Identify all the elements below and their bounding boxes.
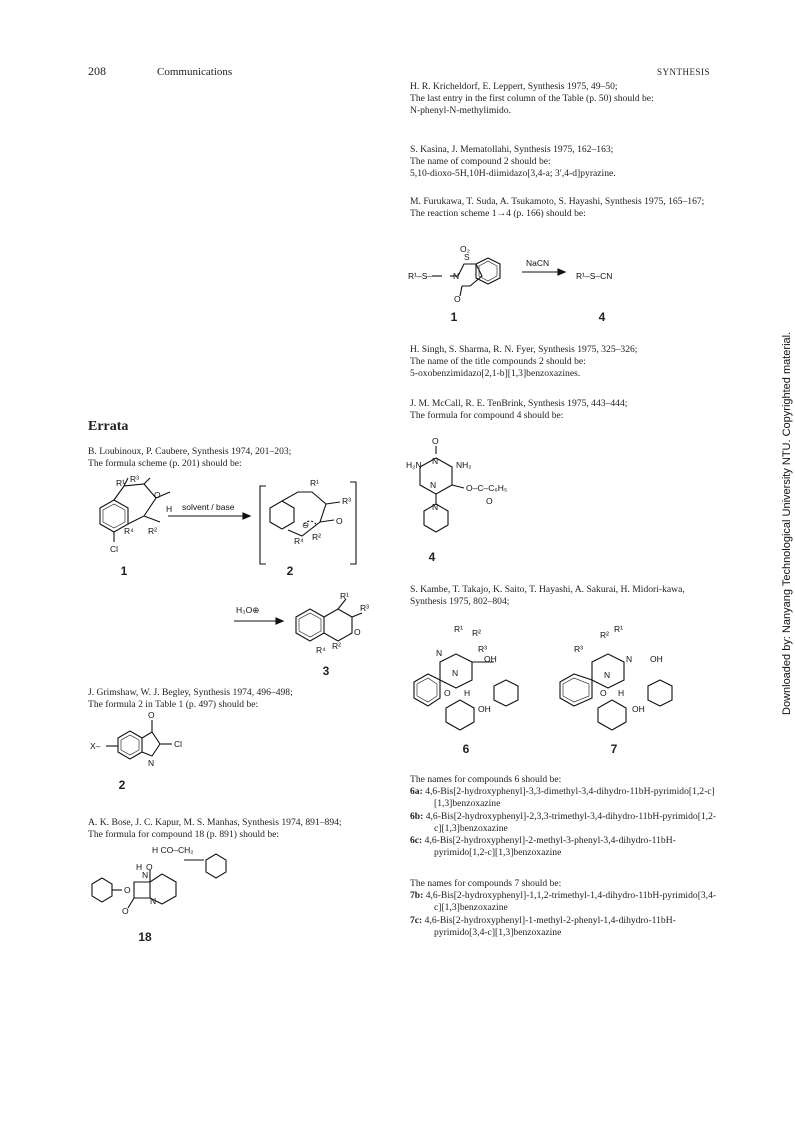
mccall-compound-4 bbox=[408, 436, 608, 548]
erratum-note: The formula scheme (p. 201) should be: bbox=[88, 458, 242, 470]
svg-text:N: N bbox=[436, 648, 443, 658]
svg-text:OH: OH bbox=[484, 654, 497, 664]
svg-text:H: H bbox=[166, 504, 173, 514]
compound-key: 6b: bbox=[410, 810, 424, 822]
kambe-compounds-6-7 bbox=[408, 616, 708, 734]
citation: J. Grimshaw, W. J. Begley, Synthesis 1974, 496–498; bbox=[88, 687, 293, 698]
citation: S. Kambe, T. Takajo, K. Saito, T. Hayashi, A. Sakurai, H. Midori-kawa, Synthesis 1975, 802–804; bbox=[410, 584, 685, 608]
svg-text:N: N bbox=[432, 456, 439, 466]
svg-text:R¹: R¹ bbox=[310, 478, 319, 488]
citation: H. R. Kricheldorf, E. Leppert, Synthesis 1975, 49–50; bbox=[410, 81, 618, 92]
citation: M. Furukawa, T. Suda, A. Tsukamoto, S. Hayashi, Synthesis 1975, 165–167; bbox=[410, 196, 705, 207]
erratum-kambe bbox=[410, 584, 710, 608]
svg-text:R²: R² bbox=[600, 630, 609, 640]
erratum-bose bbox=[88, 817, 388, 841]
svg-text:R³: R³ bbox=[574, 644, 583, 654]
svg-text:OH: OH bbox=[478, 704, 491, 714]
names-intro: The names for compounds 7 should be: bbox=[410, 878, 562, 889]
furukawa-scheme bbox=[408, 242, 698, 302]
citation: S. Kasina, J. Mematollahi, Synthesis 1975, 162–163; bbox=[410, 144, 614, 155]
svg-text:O: O bbox=[454, 294, 461, 304]
compound-label: 1 bbox=[450, 310, 458, 324]
amine-group: NH₂ bbox=[456, 460, 472, 470]
erratum-kasina bbox=[410, 144, 710, 181]
erratum-mccall bbox=[410, 398, 710, 422]
erratum-note: The reaction scheme 1→4 (p. 166) should be: bbox=[410, 208, 586, 220]
svg-text:O: O bbox=[124, 885, 131, 895]
svg-text:R⁴: R⁴ bbox=[294, 536, 304, 546]
erratum-note: The name of compound 2 should be: bbox=[410, 156, 551, 168]
svg-text:H: H bbox=[136, 862, 143, 872]
names-6-section bbox=[410, 774, 720, 859]
erratum-loubinoux bbox=[88, 446, 378, 470]
svg-text:R³: R³ bbox=[130, 474, 139, 484]
correction-text: 5-oxobenzimidazo[2,1-b][1,3]benzoxazines. bbox=[410, 368, 581, 380]
svg-text:H: H bbox=[464, 688, 471, 698]
scheme-condition: solvent / base bbox=[182, 502, 235, 512]
svg-text:Cl: Cl bbox=[110, 544, 119, 554]
svg-text:N: N bbox=[148, 758, 155, 768]
svg-text:R¹: R¹ bbox=[614, 624, 623, 634]
compound-name: 4,6-Bis[2-hydroxyphenyl]-2,3,3-trimethyl-3,4-dihydro-11bH-pyrimido[1,2-c][1,3]benzoxazine bbox=[425, 810, 717, 834]
svg-text:O: O bbox=[122, 906, 129, 916]
svg-text:O: O bbox=[148, 710, 155, 720]
svg-text:O₂: O₂ bbox=[460, 244, 470, 254]
svg-text:OH: OH bbox=[632, 704, 645, 714]
svg-text:N: N bbox=[626, 654, 633, 664]
scheme-reagent: NaCN bbox=[526, 258, 550, 268]
acyl-group: H CO–CH₂ bbox=[152, 845, 194, 855]
compound-key: 6a: bbox=[410, 786, 423, 798]
compound-label: 2 bbox=[286, 564, 294, 578]
compound-name: 4,6-Bis[2-hydroxyphenyl]-3,3-dimethyl-3,4-dihydro-11bH-pyrimido[1,2-c][1,3]benzoxazine bbox=[425, 786, 715, 810]
grimshaw-compound-2 bbox=[88, 710, 228, 768]
correction-text: N-phenyl-N-methylimido. bbox=[410, 105, 511, 117]
compound-name: 4,6-Bis[2-hydroxyphenyl]-1-methyl-2-phenyl-1,4-dihydro-11bH-pyrimido[3,4-c][1,3]benzoxazine bbox=[424, 914, 676, 938]
svg-text:Cl: Cl bbox=[174, 739, 183, 749]
erratum-note: The name of the title compounds 2 should be: bbox=[410, 356, 586, 368]
compound-key: 7b: bbox=[410, 890, 424, 902]
svg-text:R⁴: R⁴ bbox=[316, 645, 326, 655]
citation: A. K. Bose, J. C. Kapur, M. S. Manhas, Synthesis 1974, 891–894; bbox=[88, 817, 342, 828]
svg-text:N: N bbox=[453, 271, 460, 281]
svg-text:R¹: R¹ bbox=[116, 478, 125, 488]
svg-text:N: N bbox=[150, 896, 157, 906]
citation: H. Singh, S. Sharma, R. N. Fyer, Synthesis 1975, 325–326; bbox=[410, 344, 638, 355]
svg-text:R³: R³ bbox=[342, 496, 351, 506]
erratum-furukawa bbox=[410, 196, 710, 220]
svg-text:R³: R³ bbox=[360, 603, 369, 613]
erratum-note: The formula for compound 18 (p. 891) should be: bbox=[88, 829, 280, 841]
compound-label: 3 bbox=[322, 664, 330, 678]
svg-text:O: O bbox=[486, 496, 493, 506]
bose-compound-18 bbox=[88, 844, 288, 924]
svg-text:R²: R² bbox=[332, 641, 341, 651]
ester-group: O–C–C₆H₅ bbox=[466, 483, 508, 493]
svg-text:R³: R³ bbox=[478, 644, 487, 654]
svg-text:N: N bbox=[142, 870, 149, 880]
erratum-kricheldorf bbox=[410, 81, 710, 118]
compound-key: 6c: bbox=[410, 835, 423, 847]
loubinoux-scheme-part2 bbox=[228, 591, 378, 680]
svg-text:O: O bbox=[154, 490, 161, 500]
svg-text:OH: OH bbox=[650, 654, 663, 664]
svg-text:N: N bbox=[430, 480, 437, 490]
svg-text:O: O bbox=[432, 436, 439, 446]
compound-label: 1 bbox=[120, 564, 128, 578]
erratum-note: The formula for compound 4 should be: bbox=[410, 410, 564, 422]
compound-label: 6 bbox=[462, 742, 470, 756]
names-7-section bbox=[410, 878, 720, 939]
citation: J. M. McCall, R. E. TenBrink, Synthesis 1975, 443–444; bbox=[410, 398, 628, 409]
erratum-note: The formula 2 in Table 1 (p. 497) should be: bbox=[88, 699, 259, 711]
svg-text:N: N bbox=[452, 668, 459, 678]
compound-key: 7c: bbox=[410, 914, 423, 926]
amine-group: H₂N bbox=[406, 460, 422, 470]
svg-text:O: O bbox=[354, 627, 361, 637]
svg-text:S: S bbox=[464, 252, 470, 262]
page-number: 208 bbox=[88, 64, 106, 78]
svg-text:R¹: R¹ bbox=[454, 624, 463, 634]
svg-text:O: O bbox=[146, 862, 153, 872]
compound-label: 7 bbox=[610, 742, 618, 756]
compound-name: 4,6-Bis[2-hydroxyphenyl]-1,1,2-trimethyl-1,4-dihydro-11bH-pyrimido[3,4-c][1,3]benzoxazine bbox=[425, 890, 717, 914]
names-intro: The names for compounds 6 should be: bbox=[410, 774, 562, 785]
svg-text:R²: R² bbox=[148, 526, 157, 536]
compound-label: 4 bbox=[428, 550, 436, 564]
citation: B. Loubinoux, P. Caubere, Synthesis 1974, 201–203; bbox=[88, 446, 292, 457]
product-formula: R¹–S–CN bbox=[576, 271, 613, 281]
correction-text: 5,10-dioxo-5H,10H-diimidazo[3,4-a; 3′,4-d]pyrazine. bbox=[410, 168, 616, 180]
svg-text:X–: X– bbox=[90, 741, 101, 751]
journal-name: SYNTHESIS bbox=[657, 67, 711, 77]
download-notice: Downloaded by: Nanyang Technological University NTU. Copyrighted material. bbox=[781, 331, 793, 715]
errata-heading: Errata bbox=[88, 419, 129, 434]
svg-text:O: O bbox=[600, 688, 607, 698]
compound-name: 4,6-Bis[2-hydroxyphenyl]-2-methyl-3-phenyl-3,4-dihydro-11bH-pyrimido[1,2-c][1,3]benzoxazine bbox=[424, 835, 676, 859]
erratum-note: The last entry in the first column of the Table (p. 50) should be: bbox=[410, 93, 654, 105]
svg-text:⊖: ⊖ bbox=[302, 520, 310, 530]
svg-text:H: H bbox=[618, 688, 625, 698]
svg-text:R¹: R¹ bbox=[340, 591, 349, 601]
compound-label: 2 bbox=[118, 778, 126, 792]
section-title: Communications bbox=[157, 66, 233, 78]
svg-text:R¹–S–: R¹–S– bbox=[408, 271, 433, 281]
svg-text:N: N bbox=[432, 502, 439, 512]
erratum-grimshaw bbox=[88, 687, 378, 711]
svg-text:O: O bbox=[444, 688, 451, 698]
svg-text:O: O bbox=[336, 516, 343, 526]
svg-text:R⁴: R⁴ bbox=[124, 526, 134, 536]
compound-label: 18 bbox=[138, 930, 152, 944]
scheme-condition: H₃O⊕ bbox=[236, 605, 260, 615]
svg-text:R²: R² bbox=[472, 628, 481, 638]
svg-text:R²: R² bbox=[312, 532, 321, 542]
svg-text:N: N bbox=[604, 670, 611, 680]
erratum-singh bbox=[410, 344, 710, 381]
compound-label: 4 bbox=[598, 310, 606, 324]
